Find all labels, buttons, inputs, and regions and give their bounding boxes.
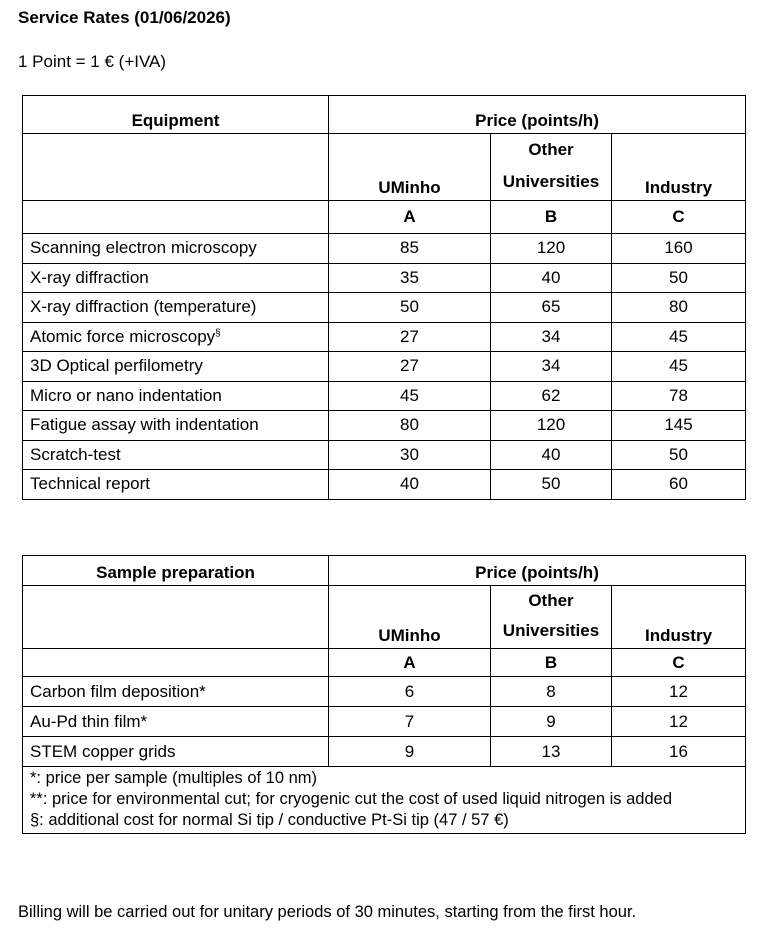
blank-header-cell [23,586,329,649]
service-name-text: Micro or nano indentation [30,385,222,405]
price-b: 34 [491,322,612,352]
price-b: 8 [491,677,612,707]
table-row [23,263,746,293]
letter-a: A [329,201,491,234]
price-b: 40 [491,440,612,470]
price-b: 62 [491,381,612,411]
service-name-text: Technical report [30,474,151,494]
equipment-rates-table [22,95,746,500]
col-other-line1: Other [528,140,574,159]
price-c: 160 [612,234,746,264]
letter-c: C [612,649,746,677]
price-c: 80 [612,293,746,323]
footnote-asterisk: *: price per sample (multiples of 10 nm) [30,769,318,787]
row-service-name [23,381,329,411]
row-service-name [23,707,329,737]
table-row [23,677,746,707]
row-service-name [23,293,329,323]
col-uminho: UMinho [329,586,491,649]
table-row [23,293,746,323]
page-title: Service Rates (01/06/2026) [18,8,231,27]
price-a: 40 [329,470,491,500]
letter-a: A [329,649,491,677]
price-c: 145 [612,411,746,441]
price-c: 16 [612,737,746,767]
price-b: 40 [491,263,612,293]
row-service-name [23,263,329,293]
price-c: 50 [612,440,746,470]
price-a: 80 [329,411,491,441]
col-other-line2: Universities [502,621,600,640]
footnotes-cell [23,767,746,834]
service-name-text: Fatigue assay with indentation [30,415,259,435]
footnote-double-asterisk: **: price for environmental cut; for cryogenic cut the cost of used liquid nitrogen is added [30,790,673,808]
service-name-text: Scanning electron microscopy [30,238,257,258]
row-service-name [23,352,329,382]
table-row [23,470,746,500]
service-name-text: Au-Pd thin film* [30,711,148,731]
price-a: 9 [329,737,491,767]
equipment-header: Equipment [23,96,329,134]
price-a: 30 [329,440,491,470]
price-a: 35 [329,263,491,293]
table-row [23,411,746,441]
table-row [23,322,746,352]
point-rate-line: 1 Point = 1 € (+IVA) [18,52,167,71]
price-c: 12 [612,677,746,707]
price-b: 120 [491,234,612,264]
price-c: 50 [612,263,746,293]
price-a: 7 [329,707,491,737]
price-b: 50 [491,470,612,500]
billing-note: Billing will be carried out for unitary periods of 30 minutes, starting from the first hour. [18,903,637,921]
row-service-name [23,440,329,470]
price-header: Price (points/h) [329,96,746,134]
col-other-universities [491,586,612,649]
price-b: 34 [491,352,612,382]
price-a: 27 [329,352,491,382]
blank-letter-cell [23,201,329,234]
price-c: 45 [612,352,746,382]
service-name-text: X-ray diffraction [30,267,149,287]
table-row [23,234,746,264]
row-service-name [23,411,329,441]
service-name-text: 3D Optical perfilometry [30,356,203,376]
service-name-text: Carbon film deposition* [30,681,206,701]
sample-preparation-header: Sample preparation [23,556,329,586]
price-c: 45 [612,322,746,352]
price-c: 60 [612,470,746,500]
price-c: 12 [612,707,746,737]
row-service-name [23,737,329,767]
row-service-name [23,470,329,500]
col-other-universities [491,134,612,201]
table-row [23,707,746,737]
table-row [23,381,746,411]
price-a: 50 [329,293,491,323]
table-row [23,440,746,470]
service-name-text: X-ray diffraction (temperature) [30,297,257,317]
price-header: Price (points/h) [329,556,746,586]
blank-header-cell [23,134,329,201]
col-other-line1: Other [528,591,574,610]
col-uminho: UMinho [329,134,491,201]
letter-b: B [491,201,612,234]
service-name-text: Atomic force microscopy [30,326,216,346]
price-a: 85 [329,234,491,264]
blank-letter-cell [23,649,329,677]
row-service-name [23,677,329,707]
price-a: 45 [329,381,491,411]
price-c: 78 [612,381,746,411]
footnote-marker: § [215,327,221,339]
col-other-line2: Universities [502,172,600,191]
table-row [23,737,746,767]
price-b: 13 [491,737,612,767]
footnote-section: §: additional cost for normal Si tip / conductive Pt-Si tip (47 / 57 €) [30,811,509,829]
service-name-text: STEM copper grids [30,741,176,761]
price-b: 120 [491,411,612,441]
price-b: 65 [491,293,612,323]
col-industry: Industry [612,134,746,201]
table-row [23,352,746,382]
price-a: 6 [329,677,491,707]
footnotes-row [23,767,746,834]
letter-b: B [491,649,612,677]
price-a: 27 [329,322,491,352]
price-b: 9 [491,707,612,737]
col-industry: Industry [612,586,746,649]
sample-preparation-table [22,555,746,834]
row-service-name [23,322,329,352]
letter-c: C [612,201,746,234]
service-name-text: Scratch-test [30,444,121,464]
row-service-name [23,234,329,264]
